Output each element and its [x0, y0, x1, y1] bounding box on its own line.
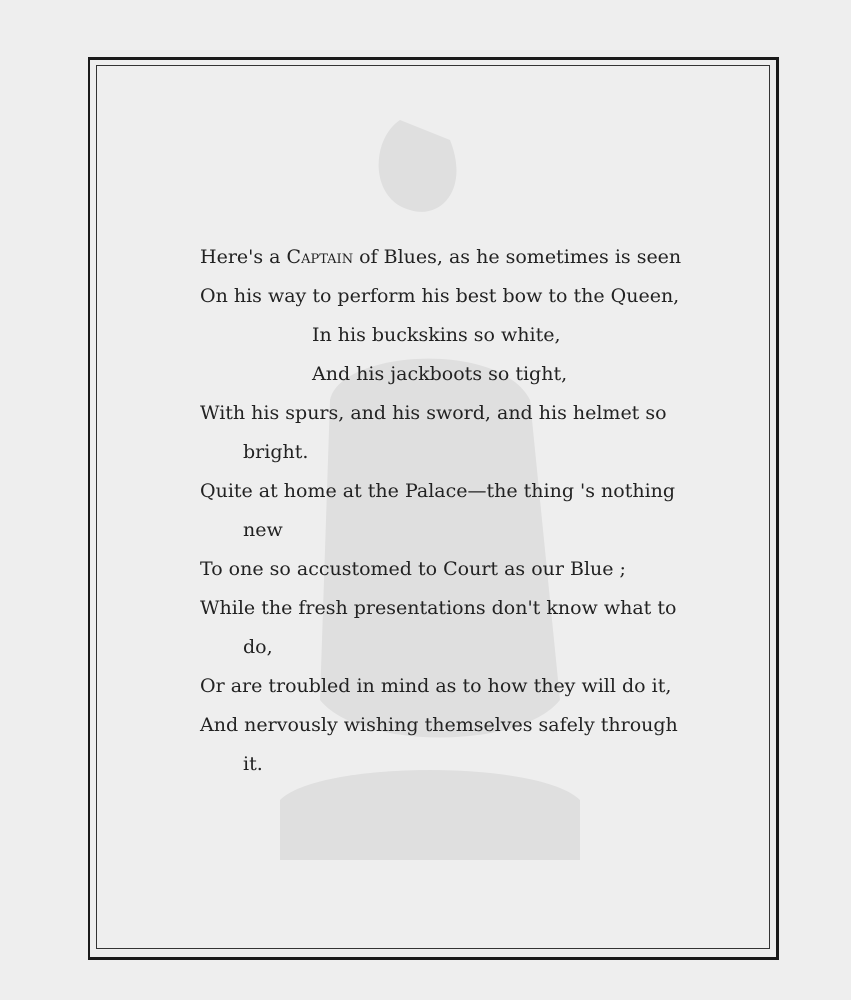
poem-line: On his way to perform his best bow to the Queen,: [200, 285, 680, 307]
poem-line: [200, 238, 682, 277]
poem-line: Or are troubled in mind as to how they will do it,: [200, 675, 672, 697]
poem-line: And nervously wishing themselves safely through: [200, 714, 678, 736]
poem-line: And his jackboots so tight,: [312, 363, 568, 385]
poem-text: Here's a: [200, 246, 281, 268]
poem-line: do,: [243, 636, 273, 658]
poem-line: To one so accustomed to Court as our Blue ;: [200, 558, 626, 580]
poem-line: bright.: [243, 441, 309, 463]
poem-line: With his spurs, and his sword, and his helmet so: [200, 402, 667, 424]
poem-title-word: Captain: [286, 246, 354, 268]
poem-line: new: [243, 519, 283, 541]
poem-line: it.: [243, 753, 263, 775]
poem: [200, 238, 682, 784]
poem-line: Quite at home at the Palace—the thing 's nothing: [200, 480, 676, 502]
poem-line: In his buckskins so white,: [312, 324, 561, 346]
poem-line: While the fresh presentations don't know what to: [200, 597, 677, 619]
poem-text: of Blues, as he sometimes is seen: [359, 246, 682, 268]
